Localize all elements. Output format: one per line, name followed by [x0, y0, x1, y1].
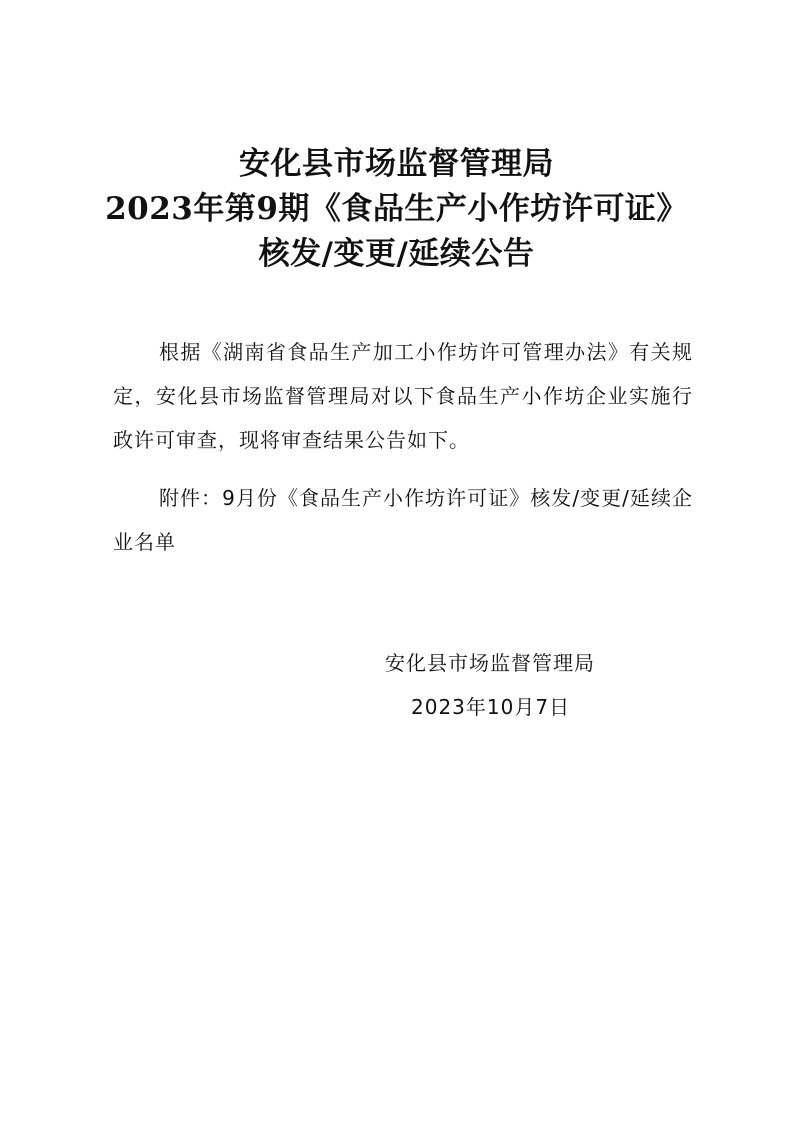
title-line-subject: 核发/变更/延续公告 [258, 236, 535, 272]
title-line-issuer: 安化县市场监督管理局 [239, 146, 554, 182]
body-paragraph-attachment: 附件：9月份《食品生产小作坊许可证》核发/变更/延续企业名单 [113, 486, 693, 554]
signature-date: 2023年10月7日 [411, 695, 571, 719]
document-title [0, 142, 793, 277]
signature-organization: 安化县市场监督管理局 [385, 651, 595, 675]
body-paragraph-announcement: 根据《湖南省食品生产加工小作坊许可管理办法》有关规定，安化县市场监督管理局对以下食品生产小作坊企业实施行政许可审查，现将审查结果公告如下。 [113, 340, 693, 452]
title-line-issue: 2023年第9期《食品生产小作坊许可证》 [105, 191, 688, 227]
